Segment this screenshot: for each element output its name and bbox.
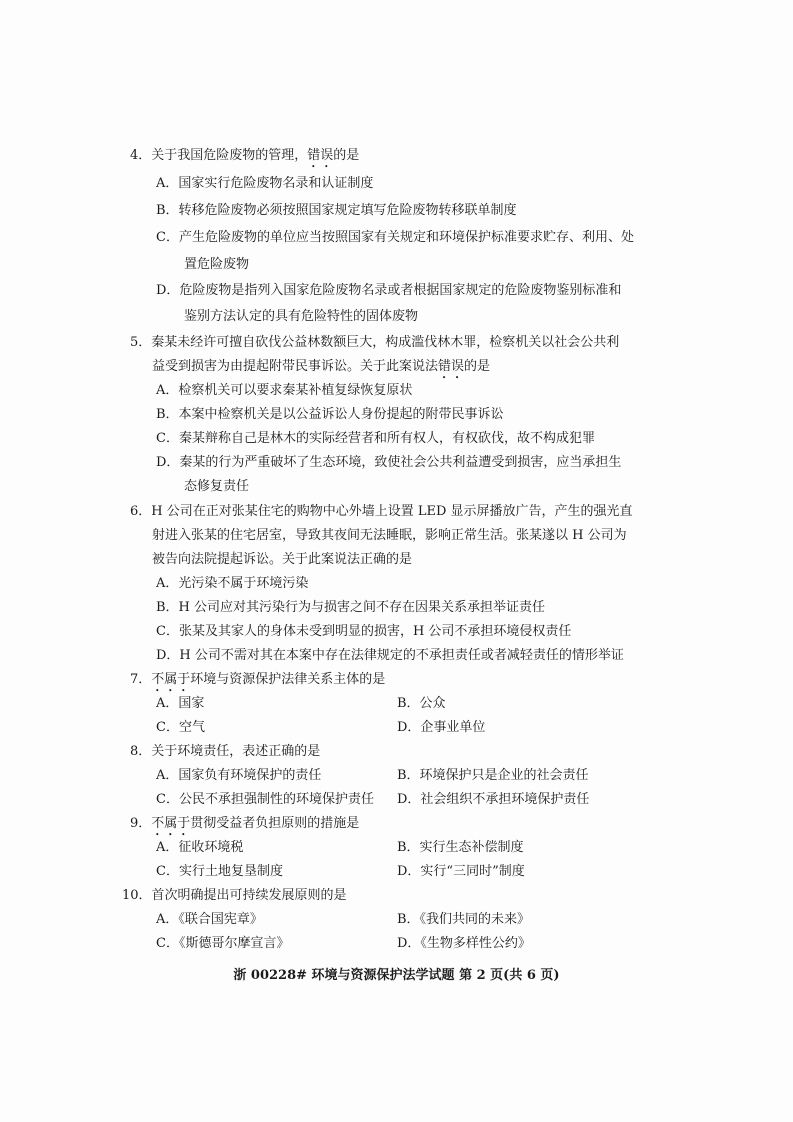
q9-stem-number: 9． bbox=[130, 816, 152, 831]
q5-stem-emphasis: 错误 bbox=[438, 359, 465, 374]
q7-option-b: B．公众 bbox=[397, 696, 446, 711]
q5-option-c: C．秦某辩称自己是林木的实际经营者和所有权人，有权砍伐，故不构成犯罪 bbox=[156, 431, 595, 446]
q5-stem-cont bbox=[152, 358, 490, 382]
q4-option-c-cont: 置危险废物 bbox=[184, 257, 250, 272]
q10-option-d: D．《生物多样性公约》 bbox=[397, 936, 531, 951]
q9-option-d: D．实行“三同时”制度 bbox=[397, 864, 525, 879]
q6-option-a: A．光污染不属于环境污染 bbox=[156, 576, 309, 591]
q6-option-c: C．张某及其家人的身体未受到明显的损害，H 公司不承担环境侵权责任 bbox=[156, 624, 572, 639]
q4-option-c: C．产生危险废物的单位应当按照国家有关规定和环境保护标准要求贮存、利用、处 bbox=[156, 230, 634, 245]
q4-option-d-cont: 鉴别方法认定的具有危险特性的固体废物 bbox=[184, 309, 419, 324]
q4-option-a: A．国家实行危险废物名录和认证制度 bbox=[156, 176, 374, 191]
q7-option-c: C．空气 bbox=[156, 720, 205, 735]
q7-stem-number: 7． bbox=[130, 672, 152, 687]
q9-stem-text: 贯彻受益者负担原则的措施是 bbox=[190, 816, 360, 831]
q6-option-d: D．H 公司不需对其在本案中存在法律规定的不承担责任或者减轻责任的情形举证 bbox=[156, 648, 624, 663]
q8-stem: 8．关于环境责任，表述正确的是 bbox=[130, 744, 321, 759]
q6-stem: 6．H 公司在正对张某住宅的购物中心外墙上设置 LED 显示屏播放广告，产生的强光直 bbox=[130, 504, 633, 519]
q9-stem bbox=[130, 815, 359, 839]
q7-stem-text: 环境与资源保护法律关系主体的是 bbox=[190, 672, 386, 687]
q8-option-d: D．社会组织不承担环境保护责任 bbox=[397, 792, 590, 807]
q4-option-b: B．转移危险废物必须按照国家规定填写危险废物转移联单制度 bbox=[156, 203, 517, 218]
q5-option-a: A．检察机关可以要求秦某补植复绿恢复原状 bbox=[156, 383, 413, 398]
q6-stem-cont-1: 射进入张某的住宅居室，导致其夜间无法睡眠，影响正常生活。张某遂以 H 公司为 bbox=[152, 528, 627, 543]
q4-stem-end: 的是 bbox=[333, 148, 360, 163]
q10-option-c: C．《斯德哥尔摩宣言》 bbox=[156, 936, 290, 951]
q5-option-b: B．本案中检察机关是以公益诉讼人身份提起的附带民事诉讼 bbox=[156, 407, 504, 422]
q9-option-b: B．实行生态补偿制度 bbox=[397, 840, 524, 855]
q7-stem-emphasis: 不属于 bbox=[151, 672, 191, 687]
page-footer: 浙 00228# 环境与资源保护法学试题 第 2 页(共 6 页) bbox=[233, 968, 560, 983]
q5-option-d-cont: 态修复责任 bbox=[184, 479, 250, 494]
q5-stem-text: 益受到损害为由提起附带民事诉讼。关于此案说法 bbox=[152, 359, 439, 374]
q9-option-a: A．征收环境税 bbox=[156, 840, 244, 855]
q10-stem: 10．首次明确提出可持续发展原则的是 bbox=[122, 888, 347, 903]
q4-stem bbox=[130, 147, 359, 171]
q7-stem bbox=[130, 671, 385, 695]
q9-stem-emphasis: 不属于 bbox=[151, 816, 191, 831]
q8-option-c: C．公民不承担强制性的环境保护责任 bbox=[156, 792, 374, 807]
q10-option-b: B．《我们共同的未来》 bbox=[397, 912, 531, 927]
q5-stem-end: 的是 bbox=[464, 359, 491, 374]
q4-stem-emphasis: 错误 bbox=[307, 148, 334, 163]
q9-option-c: C．实行土地复垦制度 bbox=[156, 864, 283, 879]
q8-option-b: B．环境保护只是企业的社会责任 bbox=[397, 768, 589, 783]
q6-option-b: B．H 公司应对其污染行为与损害之间不存在因果关系承担举证责任 bbox=[156, 600, 546, 615]
q4-stem-text: 4．关于我国危险废物的管理， bbox=[130, 148, 308, 163]
q6-stem-cont-2: 被告向法院提起诉讼。关于此案说法正确的是 bbox=[152, 552, 413, 567]
q4-option-d: D．危险废物是指列入国家危险废物名录或者根据国家规定的危险废物鉴别标准和 bbox=[156, 283, 622, 298]
q10-option-a: A．《联合国宪章》 bbox=[156, 912, 263, 927]
q7-option-d: D．企事业单位 bbox=[397, 720, 486, 735]
q7-option-a: A．国家 bbox=[156, 696, 205, 711]
q5-stem: 5．秦某未经许可擅自砍伐公益林数额巨大，构成滥伐林木罪，检察机关以社会公共利 bbox=[130, 335, 620, 350]
q5-option-d: D．秦某的行为严重破坏了生态环境，致使社会公共利益遭受到损害，应当承担生 bbox=[156, 455, 622, 470]
q8-option-a: A．国家负有环境保护的责任 bbox=[156, 768, 322, 783]
